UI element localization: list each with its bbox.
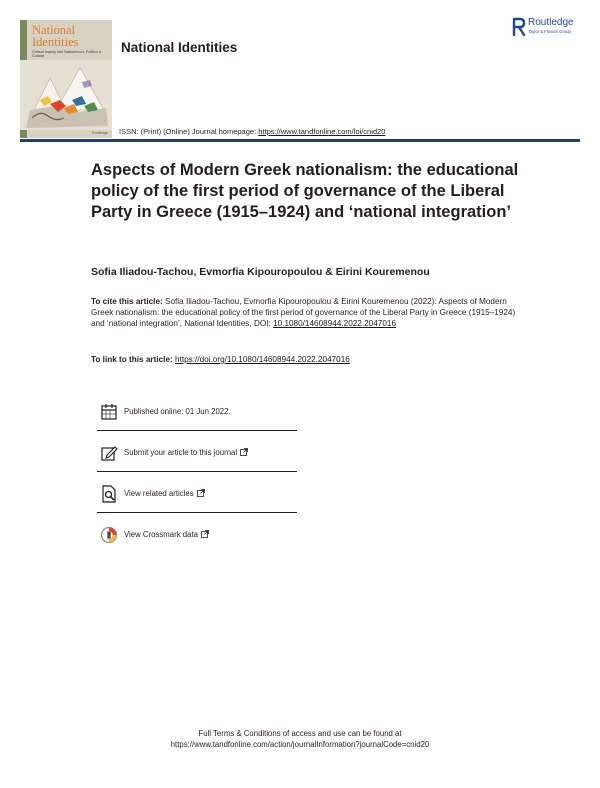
header-divider [20, 139, 580, 142]
citation-block [91, 296, 521, 329]
info-divider [97, 430, 297, 431]
issn-line [119, 127, 385, 136]
citation-text: Sofia Iliadou-Tachou, Evmorfia Kipouropoulou & Eirini Kouremenou (2022): Aspects of Modern Greek nationalism: the educational policy of the first period of governance of the Liberal Party in Greece (1915–1924) and ‘national integration’, National Identities, DOI: [91, 297, 516, 328]
cover-map-illustration [20, 60, 112, 130]
info-divider [97, 512, 297, 513]
crossmark-row[interactable] [97, 526, 297, 556]
published-online-label: Published online: 01 Jun 2022. [124, 407, 231, 416]
published-online-row [97, 403, 297, 433]
edit-icon [100, 444, 118, 462]
external-link-icon [240, 448, 248, 456]
calendar-icon [100, 403, 118, 421]
external-link-icon [201, 530, 209, 538]
article-doi-link[interactable]: https://doi.org/10.1080/14608944.2022.2047016 [175, 355, 350, 364]
cover-publisher-mark: Routledge [92, 131, 108, 135]
crossmark-link[interactable] [124, 530, 209, 539]
article-title: Aspects of Modern Greek nationalism: the educational policy of the first period of governance of the Liberal Party in Greece (1915–1924) and ‘national integration’ [91, 161, 519, 221]
article-link-block [91, 355, 350, 364]
submit-article-link[interactable] [124, 448, 248, 457]
crossmark-label: View Crossmark data [124, 530, 198, 539]
terms-footer [0, 728, 600, 750]
journal-homepage-link[interactable]: https://www.tandfonline.com/loi/cnid20 [258, 127, 386, 136]
cover-title: National Identities [32, 23, 79, 49]
terms-text: Full Terms & Conditions of access and use can be found at [198, 729, 402, 738]
related-articles-label: View related articles [124, 489, 194, 498]
info-divider [97, 471, 297, 472]
journal-name: National Identities [121, 40, 238, 55]
issn-label: ISSN: (Print) (Online) Journal homepage: [119, 127, 259, 136]
related-articles-link[interactable] [124, 489, 205, 498]
citation-label: To cite this article: [91, 297, 163, 306]
cover-subtitle: Critical Inquiry into Nationhood, Politics & Culture [32, 50, 102, 59]
journal-cover[interactable] [20, 20, 112, 138]
publisher-tagline: Taylor & Francis Group [528, 29, 571, 34]
cover-artwork [20, 20, 112, 138]
terms-url-link[interactable]: https://www.tandfonline.com/action/journalInformation?journalCode=cnid20 [170, 740, 430, 749]
submit-article-row[interactable] [97, 444, 297, 474]
external-link-icon [197, 489, 205, 497]
article-authors: Sofia Iliadou-Tachou, Evmorfia Kipouropoulou & Eirini Kouremenou [91, 266, 430, 278]
view-icon [100, 485, 118, 503]
citation-doi-link[interactable]: 10.1080/14608944.2022.2047016 [273, 319, 396, 328]
publisher-name: Routledge [528, 17, 574, 28]
related-articles-row[interactable] [97, 485, 297, 515]
routledge-r-icon [512, 17, 526, 37]
crossmark-icon [100, 526, 118, 544]
submit-article-label: Submit your article to this journal [124, 448, 238, 457]
article-link-label: To link to this article: [91, 355, 176, 364]
